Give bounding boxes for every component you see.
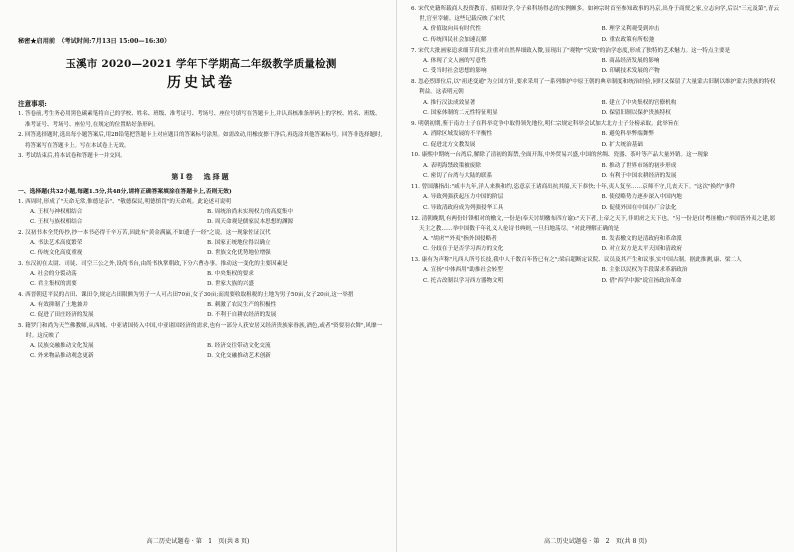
option-d: D. 促使外国在中国办厂合法化 — [601, 204, 677, 211]
option-a: A. "胡虏""外夷"指外国侵略者 — [423, 235, 497, 242]
question-stem: 11. 曾国藩指出:"咸丰九年,洋人来换和约,恣意京王诸商出抗其船,天下恭快;十年,夷人复至……京师不守,几丧天下。"这次"换约"事件 — [411, 183, 736, 190]
option-a: A. 宣扬"中体西用"助推社会转型 — [423, 267, 503, 274]
question-stem: 10. 康熙中期统一台湾后,解除了清初的海禁,全面开海,中外贸易兴盛,中国的丝绸、瓷器、茶叶等产品大量外销。这一现象 — [411, 152, 709, 159]
question-2 — [18, 228, 384, 259]
notes-heading: 注意事项: — [18, 100, 47, 108]
option-b: B. 国家正统地位得以确立 — [207, 239, 271, 246]
option-c: C. 密切了台湾与大陆的联系 — [423, 173, 493, 180]
option-a: A. 推行汉法成效显著 — [423, 99, 476, 106]
note-item: 2. 回答选择题时,选出每小题答案后,用2B铅笔把答题卡上对应题目的答案标号涂黑。如需改动,用橡皮擦干净后,再选涂其他答案标号。回答非选择题时,将答案写在答题卡上。写在本试卷上无效。 — [18, 132, 383, 149]
question-stem: 12. 清朝晚期,有两份针锋相对的檄文,一份是(奉天讨胡檄布四方谕):"天下者,上帝之天下,非胡虏之天下也。"另一份是(讨粤匪檄):"举国皆外夷之建,愿天主之教……举中国数千年礼义人伦诗书典则,一旦扫地荡尽。"对此理解正确的是 — [411, 215, 776, 232]
question-stem: 7. 宋代大批画家追求细节真实,注重对自然界细致入微,显现出了"观物""究致"的治学态度,形成了独特的艺术魅力。这一特点主要是 — [411, 47, 731, 54]
option-a: A. 消除区域发展的不平衡性 — [423, 131, 493, 138]
option-c: C. 促进了田庄经济的发展 — [30, 312, 94, 319]
option-b: B. 商品经济发展的影响 — [601, 57, 660, 64]
option-c: C. 促进北方文教发展 — [423, 141, 476, 148]
subject-title: 历史试卷 — [167, 75, 235, 91]
option-c: C. 导致清政府成为列强侵华工具 — [423, 204, 504, 211]
exam-page-right — [397, 0, 794, 552]
option-c: C. 国家体制的二元性特征明显 — [423, 110, 498, 117]
option-a: A. 社会的分裂动荡 — [30, 270, 77, 277]
option-b: B. 主张以民权为手段谋求革新政治 — [601, 267, 688, 274]
option-c: C. 传统四民社会加速瓦解 — [423, 36, 487, 43]
option-b: B. 发表檄文的是清政府和革命派 — [601, 235, 682, 242]
question-stem: 8. 忽必烈即位后,以"祖述变通"为立国方针,要求采用了一系列维护中原王朝的典章制度和统治经验,同时又保留了大量蒙古旧制以维护蒙古贵族的特权利益。这表明元朝 — [411, 79, 776, 96]
option-b: B. 中央集权的要求 — [207, 270, 254, 277]
option-d: D. 保留旧制以保护贵族特权 — [601, 110, 671, 117]
question-3 — [18, 259, 384, 290]
option-b: B. 推动了世界市场的初步形成 — [601, 162, 677, 169]
option-a: A. 表明海禁政策被废除 — [423, 162, 481, 169]
option-d: D. 世家大族的兴盛 — [207, 281, 254, 288]
question-5 — [18, 321, 384, 362]
option-d: D. 重农政策有所松弛 — [601, 36, 655, 43]
question-12 — [411, 214, 780, 255]
question-stem: 13. 康有为声称"凡西人所号长技,我中人千数百年皆已有之";梁启超断定议院、议员及其产生和议事,实中国古制。据此推测,康、梁二人 — [411, 257, 742, 264]
option-c: C. 传统文化高度重视 — [30, 250, 83, 257]
part-title: 第Ⅰ卷 选择题 — [171, 171, 231, 181]
note-item: 3. 考试结束后,将本试卷和答题卡一并交回。 — [18, 153, 126, 159]
question-11 — [411, 182, 780, 213]
page-footer: 高二历史试题卷 · 第 1 页(共 8 页) — [146, 538, 250, 545]
exam-title: 玉溪市 2020—2021 学年下学期高二年级教学质量检测 — [65, 58, 337, 70]
question-stem: 9. 明朝初期,鉴于南方士子在科举竞争中取得领先地位,明仁宗规定科举会试加大北方士子分榜录取。此举旨在 — [411, 120, 679, 127]
question-stem: 2. 汉初书本全凭传抄,抄一本书必得千辛万苦,因此有"黄金满赢,不如遗子一经"之说。这一现象佐证汉代 — [18, 229, 271, 236]
option-d: D. 扩大统治基础 — [601, 141, 643, 148]
option-d: D. 有利于中国农耕经济的发展 — [601, 173, 677, 180]
option-b: B. 刺激了农民生产的积极性 — [207, 301, 277, 308]
option-c: C. 分歧在于是否学习西方的文化 — [423, 246, 504, 253]
option-d: D. 不利于自耕农经济的发展 — [207, 312, 277, 319]
page-footer: 高二历史试题卷 · 第 2 页(共 8 页) — [544, 538, 647, 545]
question-6 — [411, 4, 780, 45]
option-c: C. 受当时社会思想的影响 — [423, 68, 487, 75]
option-b: B. 避免科举弊端舞弊 — [601, 131, 654, 138]
option-d: D. 世族文化优势地位增强 — [207, 250, 271, 257]
option-c: C. 外来物品推动观念更新 — [30, 353, 94, 360]
question-13 — [411, 255, 780, 286]
section-title: 一、选择题(共32小题,每题1.5分,共48分,请将正确答案填涂在答题卡上,否则无效) — [18, 188, 232, 195]
question-9 — [411, 119, 780, 150]
option-a: A. 导致列强获起压力中国的阶层 — [423, 194, 504, 201]
option-a: A. 书法艺术高度繁荣 — [30, 239, 83, 246]
confidential-label: 秘密★启用前 （考试时间:7月13日 15:00—16:30） — [18, 38, 171, 45]
option-d: D. 周天命观是儒家民本思想的渊源 — [207, 219, 294, 226]
option-c: C. 君主集权的需要 — [30, 281, 77, 288]
question-4 — [18, 290, 384, 321]
option-d: D. 对立双方是太平天国和清政府 — [601, 246, 683, 253]
question-stem: 4. 西晋朝廷平民的占田、课田令,规定占田限额为男子一人可占田70亩,女子30亩;而需要收取租税的土地为男子50亩,女子20亩,这一举措 — [18, 291, 354, 298]
option-d: D. 借"西学中源"说宣扬政治革命 — [601, 277, 682, 284]
question-stem: 5. 籍罗门和尚为天竺佛教师,从西域、中亚诸国传入中国,中亚诸国经济的需求,也有一部分人获安居又经济贵族家眷族,酒色,或者"资要羽衣舞",风靡一时。这反映了 — [18, 322, 383, 339]
option-b: B. 周统治尚未实现权力的高度集中 — [207, 208, 293, 215]
option-a: A. 体现了文人画的写意性 — [423, 57, 487, 64]
option-b: B. 经济交往带动文化交流 — [207, 342, 271, 349]
note-item: 1. 答卷前,考生务必用黑色碳素笔将自己的学校、姓名、班级、准考证号、考场号、座位号填写在答题卡上,并认真核准条形码上的学校、姓名、班级、准考证号、考场号、座位号,在规定的位置贴好条形码。 — [18, 111, 381, 128]
question-8 — [411, 77, 780, 118]
option-b: B. 使侵略势力逐步深入中国内地 — [601, 194, 682, 201]
option-b: B. 建立了中央集权的官僚机构 — [601, 99, 677, 106]
option-a: A. 价值取向具有时代性 — [423, 26, 481, 33]
question-stem: 6. 宋代史籍所载商人投资教育、招师设学,令子弟科场得志的实例颇多。如神宗时首至参知政事的冯京,出身于商贾之家,立志向学,后以"三元及第",青云世,官至宰辅。这些记载反映了宋代 — [411, 6, 779, 23]
option-c: C. 王权与族权相结合 — [30, 219, 83, 226]
option-d: D. 文化交融推动艺术创新 — [207, 353, 271, 360]
option-a: A. 民族交融推动文化发展 — [30, 342, 94, 349]
question-stem: 1. 西周时,形成了"天命无常,惟德是亲"、"敬德保民,明德慎罚"的天命观。此论述可说明 — [18, 198, 231, 205]
option-b: B. 理学义利观受到冲击 — [601, 26, 660, 33]
option-a: A. 有效抑制了土地兼并 — [30, 301, 88, 308]
option-d: D. 印刷技术发展的产物 — [601, 68, 660, 75]
question-1 — [18, 197, 384, 228]
question-stem: 3. 东汉初在太尉、司徒、司空三公之外,设尚书台,由尚书执掌朝政,下分六曹办事。推动这一变化的主要因素是 — [18, 260, 288, 267]
question-10 — [411, 150, 780, 181]
option-c: C. 托古改制以学习西方器物文明 — [423, 277, 504, 284]
option-a: A. 王权与神权相结合 — [30, 208, 83, 215]
question-7 — [411, 46, 780, 77]
